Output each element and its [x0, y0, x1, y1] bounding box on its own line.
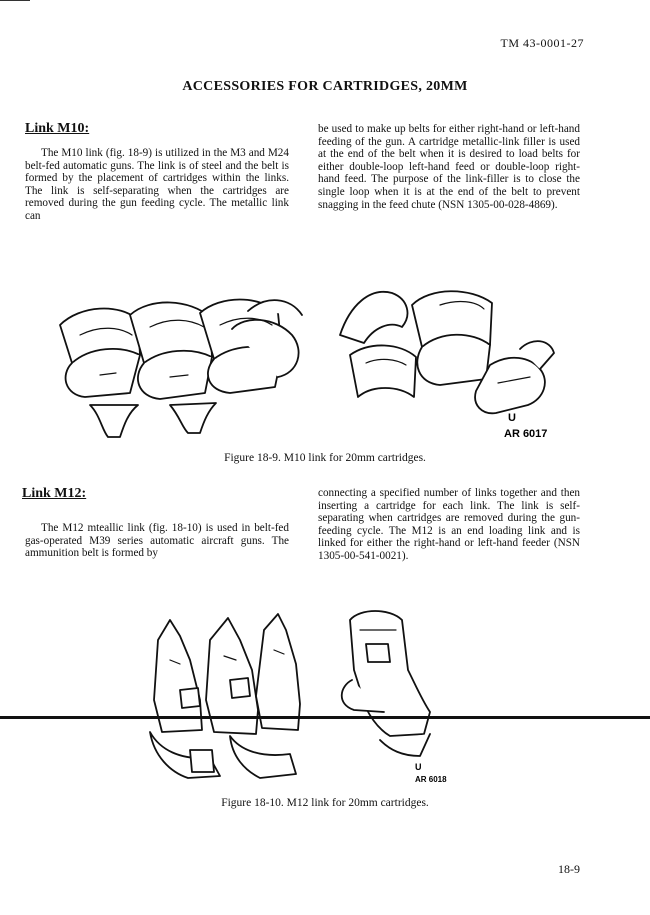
figure-18-9-caption: Figure 18-9. M10 link for 20mm cartridges. — [224, 452, 426, 464]
m10-heading: Link M10: — [25, 121, 90, 136]
document-id: TM 43-0001-27 — [500, 36, 584, 50]
m10-paragraph-right: be used to make up belts for either right-hand or left-hand feeding of the gun. A cartridge metallic-link filler is used at the end of the belt when it is desired to load belts for either double-loop left-hand feed or double-loop right-hand feed. The purpose of the link-filler is to close the single loop when it is at the end of the belt to prevent snagging in the feed chute (NSN 1305-00-028-4869). — [318, 123, 580, 211]
fig-18-10-code: AR 6018 — [415, 775, 447, 784]
m10-link-filler-drawing — [340, 291, 554, 413]
figure-18-10-caption: Figure 18-10. M12 link for 20mm cartridges. — [221, 797, 429, 809]
figure-18-10-illustration — [140, 600, 470, 795]
scan-artifact-rule — [0, 716, 650, 719]
m12-heading: Link M12: — [22, 486, 87, 501]
fig-18-9-classification: U — [508, 412, 516, 424]
m12-link-chain-drawing — [150, 611, 430, 778]
page-number: 18-9 — [558, 862, 580, 876]
page-title: ACCESSORIES FOR CARTRIDGES, 20MM — [182, 79, 468, 94]
m10-link-chain-drawing — [60, 300, 302, 438]
m12-paragraph-right: connecting a specified number of links together and then inserting a cartridge for each link. The link is self-separating when cartridges are removed during the gun-feeding cycle. The M12 is an end loading link and is linked for either the right-hand or left-hand feeder (NSN 1305-00-541-0021). — [318, 487, 580, 562]
top-edge-mark — [0, 0, 30, 1]
m12-paragraph-left: The M12 mteallic link (fig. 18-10) is used in belt-fed gas-operated M39 series automatic aircraft guns. The ammunition belt is formed by — [25, 522, 289, 560]
fig-18-9-code: AR 6017 — [504, 428, 548, 440]
m10-paragraph-left: The M10 link (fig. 18-9) is utilized in the M3 and M24 belt-fed automatic guns. The link is of steel and the belt is formed by the placement of cartridges within the links. The link is self-separating when the cartridges are removed during the gun feeding cycle. The metallic link can — [25, 147, 289, 222]
figure-18-9-illustration — [20, 265, 620, 460]
fig-18-10-classification: U — [415, 762, 422, 772]
